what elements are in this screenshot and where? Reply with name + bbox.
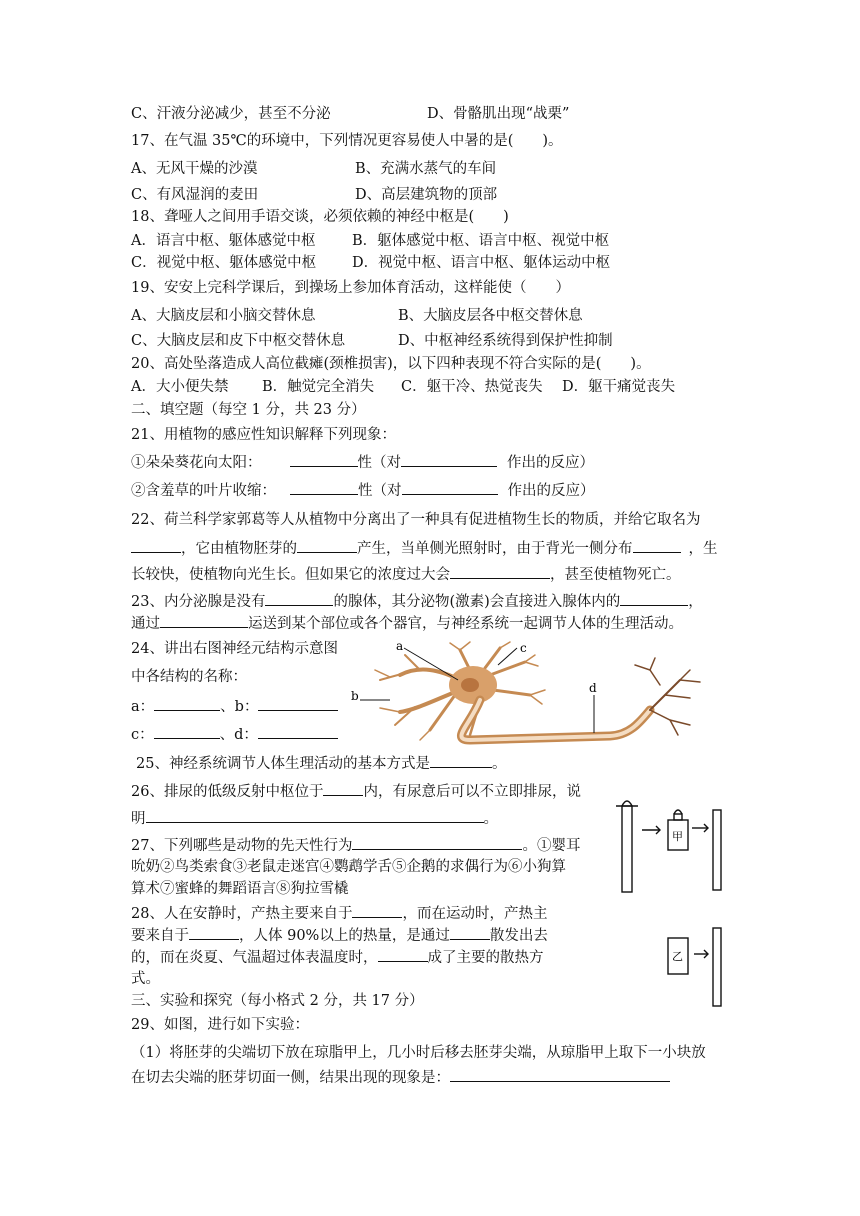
answer-blank[interactable] xyxy=(290,452,358,467)
question-23-line1 xyxy=(131,591,703,612)
question-29-stem: 29、如图，进行如下实验： xyxy=(131,1017,309,1033)
label-c: c： xyxy=(131,727,154,743)
answer-blank[interactable] xyxy=(378,947,428,962)
question-22-line1: 22、荷兰科学家郭葛等人从植物中分离出了一种具有促进植物生长的物质，并给它取名为 xyxy=(131,512,701,528)
question-20-stem: 20、高处坠落造成人高位截瘫(颈椎损害)，以下四种表现不符合实际的是( )。 xyxy=(131,356,651,372)
answer-blank[interactable] xyxy=(620,591,688,606)
text: 产生，当单侧光照射时，由于背光一侧分布 xyxy=(357,541,633,557)
text: ， xyxy=(688,594,703,610)
option-c-q17: C、有风湿润的麦田 xyxy=(131,187,259,203)
section-3-heading: 三、实验和探究（每小格式 2 分，共 17 分） xyxy=(131,993,424,1009)
answer-blank[interactable] xyxy=(131,538,181,553)
answer-blank[interactable] xyxy=(189,925,239,940)
text: ，甚至使植物死亡。 xyxy=(550,567,681,583)
text: 的腺体，其分泌物(激素)会直接进入腺体内的 xyxy=(333,594,621,610)
question-26-line1 xyxy=(131,781,581,802)
answer-blank[interactable] xyxy=(430,753,492,768)
label-d: 、d： xyxy=(219,727,258,743)
answer-blank[interactable] xyxy=(258,724,338,739)
text: 在切去尖端的胚芽切面一侧，结果出现的现象是： xyxy=(131,1070,450,1086)
xing-text: 性（对 xyxy=(358,483,402,499)
question-27-line1 xyxy=(131,835,580,856)
option-b-q20: B．触觉完全消失 xyxy=(262,379,375,395)
answer-blank[interactable] xyxy=(450,564,550,579)
text: 27、下列哪些是动物的先天性行为 xyxy=(131,838,353,854)
option-c-q20: C．躯干冷、热觉丧失 xyxy=(401,379,543,395)
question-27-line2: 吮奶②鸟类索食③老鼠走迷宫④鹦鹉学舌⑤企鹅的求偶行为⑥小狗算 xyxy=(131,859,566,875)
question-28-line2 xyxy=(131,925,548,946)
question-19-stem: 19、安安上完科学课后，到操场上参加体育活动，这样能使（ ） xyxy=(131,280,570,296)
question-23-line2 xyxy=(131,613,683,634)
question-26-line2 xyxy=(131,808,498,829)
text: 。 xyxy=(491,756,507,772)
text: ，它由植物胚芽的 xyxy=(181,541,297,557)
option-c-q18: C．视觉中枢、躯体感觉中枢 xyxy=(131,255,317,271)
answer-blank[interactable] xyxy=(265,591,333,606)
question-21-stem: 21、用植物的感应性知识解释下列现象： xyxy=(131,427,396,443)
question-27-line3: 算术⑦蜜蜂的舞蹈语言⑧狗拉雪橇 xyxy=(131,881,349,897)
answer-blank[interactable] xyxy=(633,538,681,553)
answer-blank[interactable] xyxy=(258,696,338,711)
text: 长较快，使植物向光生长。但如果它的浓度过大会 xyxy=(131,567,450,583)
agar-yi-label: 乙 xyxy=(672,950,683,963)
option-d-q17: D、高层建筑物的顶部 xyxy=(355,187,498,203)
question-25 xyxy=(136,753,506,774)
answer-blank[interactable] xyxy=(352,835,522,850)
question-28-line1 xyxy=(131,903,547,924)
tail-text: 作出的反应） xyxy=(507,483,595,499)
option-d-q19: D、中枢神经系统得到保护性抑制 xyxy=(398,333,613,349)
answer-blank[interactable] xyxy=(401,452,497,467)
tail-text: 作出的反应） xyxy=(507,455,594,471)
option-a-q18: A．语言中枢、躯体感觉中枢 xyxy=(131,233,316,249)
answer-blank[interactable] xyxy=(402,480,498,495)
text: 。 xyxy=(483,811,498,827)
answer-blank[interactable] xyxy=(160,613,248,628)
option-a-q19: A、大脑皮层和小脑交替休息 xyxy=(131,308,316,324)
answer-blank[interactable] xyxy=(323,781,363,796)
text: 内，有尿意后可以不立即排尿，说 xyxy=(363,784,581,800)
label-b: 、b： xyxy=(220,699,259,715)
text: 。①婴耳 xyxy=(522,838,581,854)
label-a: a： xyxy=(131,699,155,715)
text: 26、排尿的低级反射中枢位于 xyxy=(131,784,324,800)
question-24-line2: 中各结构的名称： xyxy=(131,669,247,685)
line2-label: ②含羞草的叶片收缩： xyxy=(131,483,276,499)
option-d-q16: D、骨骼肌出现“战栗” xyxy=(427,106,570,122)
text: 要来自于 xyxy=(131,928,189,944)
text: 23、内分泌腺是没有 xyxy=(131,594,266,610)
question-22-line3 xyxy=(131,564,681,585)
answer-blank[interactable] xyxy=(290,480,358,495)
answer-blank[interactable] xyxy=(450,925,490,940)
question-29-p2 xyxy=(131,1067,670,1088)
text: 的，而在炎夏、气温超过体表温度时， xyxy=(131,950,378,966)
option-d-q18: D．视觉中枢、语言中枢、躯体运动中枢 xyxy=(352,255,611,271)
label-a: a xyxy=(396,639,404,653)
option-b-q18: B．躯体感觉中枢、语言中枢、视觉中枢 xyxy=(352,233,610,249)
option-b-q19: B、大脑皮层各中枢交替休息 xyxy=(398,308,583,324)
question-21-line1 xyxy=(131,452,594,473)
label-b: b xyxy=(351,689,359,703)
answer-blank[interactable] xyxy=(154,724,220,739)
section-2-heading: 二、填空题（每空 1 分，共 23 分） xyxy=(131,402,366,418)
xing-text: 性（对 xyxy=(357,455,401,471)
answer-blank[interactable] xyxy=(154,696,220,711)
neuron-diagram xyxy=(351,639,720,750)
agar-jia-label: 甲 xyxy=(672,830,683,843)
coleoptile-experiment-diagram xyxy=(612,792,732,1012)
text: 明 xyxy=(131,811,146,827)
question-28-line3 xyxy=(131,947,544,968)
text: 散发出去 xyxy=(489,928,548,944)
text: ，生 xyxy=(688,541,718,557)
answer-blank[interactable] xyxy=(297,538,357,553)
question-18-stem: 18、聋哑人之间用手语交谈，必须依赖的神经中枢是( ) xyxy=(131,209,509,225)
answer-blank[interactable] xyxy=(352,903,402,918)
question-29-p1: （1）将胚芽的尖端切下放在琼脂甲上，几小时后移去胚芽尖端，从琼脂甲上取下一小块放 xyxy=(131,1045,706,1061)
text: ，人体 90%以上的热量，是通过 xyxy=(239,928,450,944)
question-17-stem: 17、在气温 35℃的环境中，下列情况更容易使人中暑的是( )。 xyxy=(131,133,563,149)
option-a-q17: A、无风干燥的沙漠 xyxy=(131,161,258,177)
option-a-q20: A．大小便失禁 xyxy=(131,379,229,395)
option-b-q17: B、充满水蒸气的车间 xyxy=(355,161,497,177)
option-d-q20: D．躯干痛觉丧失 xyxy=(562,379,676,395)
question-22-line2 xyxy=(131,538,718,559)
label-d: d xyxy=(589,681,597,695)
question-24-line1: 24、讲出右图神经元结构示意图 xyxy=(131,641,338,657)
text: 通过 xyxy=(131,616,160,632)
text: 25、神经系统调节人体生理活动的基本方式是 xyxy=(136,756,430,772)
text: 运送到某个部位或各个器官，与神经系统一起调节人体的生理活动。 xyxy=(248,616,683,632)
text: ，而在运动时，产热主 xyxy=(402,906,548,922)
option-c-q19: C、大脑皮层和皮下中枢交替休息 xyxy=(131,333,346,349)
question-24-ab xyxy=(131,696,338,717)
line1-label: ①朵朵葵花向太阳： xyxy=(131,455,262,471)
text: 28、人在安静时，产热主要来自于 xyxy=(131,906,353,922)
label-c: c xyxy=(520,641,527,655)
text: 成了主要的散热方 xyxy=(427,950,544,966)
question-21-line2 xyxy=(131,480,595,501)
answer-blank[interactable] xyxy=(146,808,484,823)
question-24-cd xyxy=(131,724,338,745)
question-28-line4: 式。 xyxy=(131,971,160,987)
option-c-q16: C、汗液分泌减少，甚至不分泌 xyxy=(131,106,331,122)
answer-blank[interactable] xyxy=(450,1067,670,1082)
